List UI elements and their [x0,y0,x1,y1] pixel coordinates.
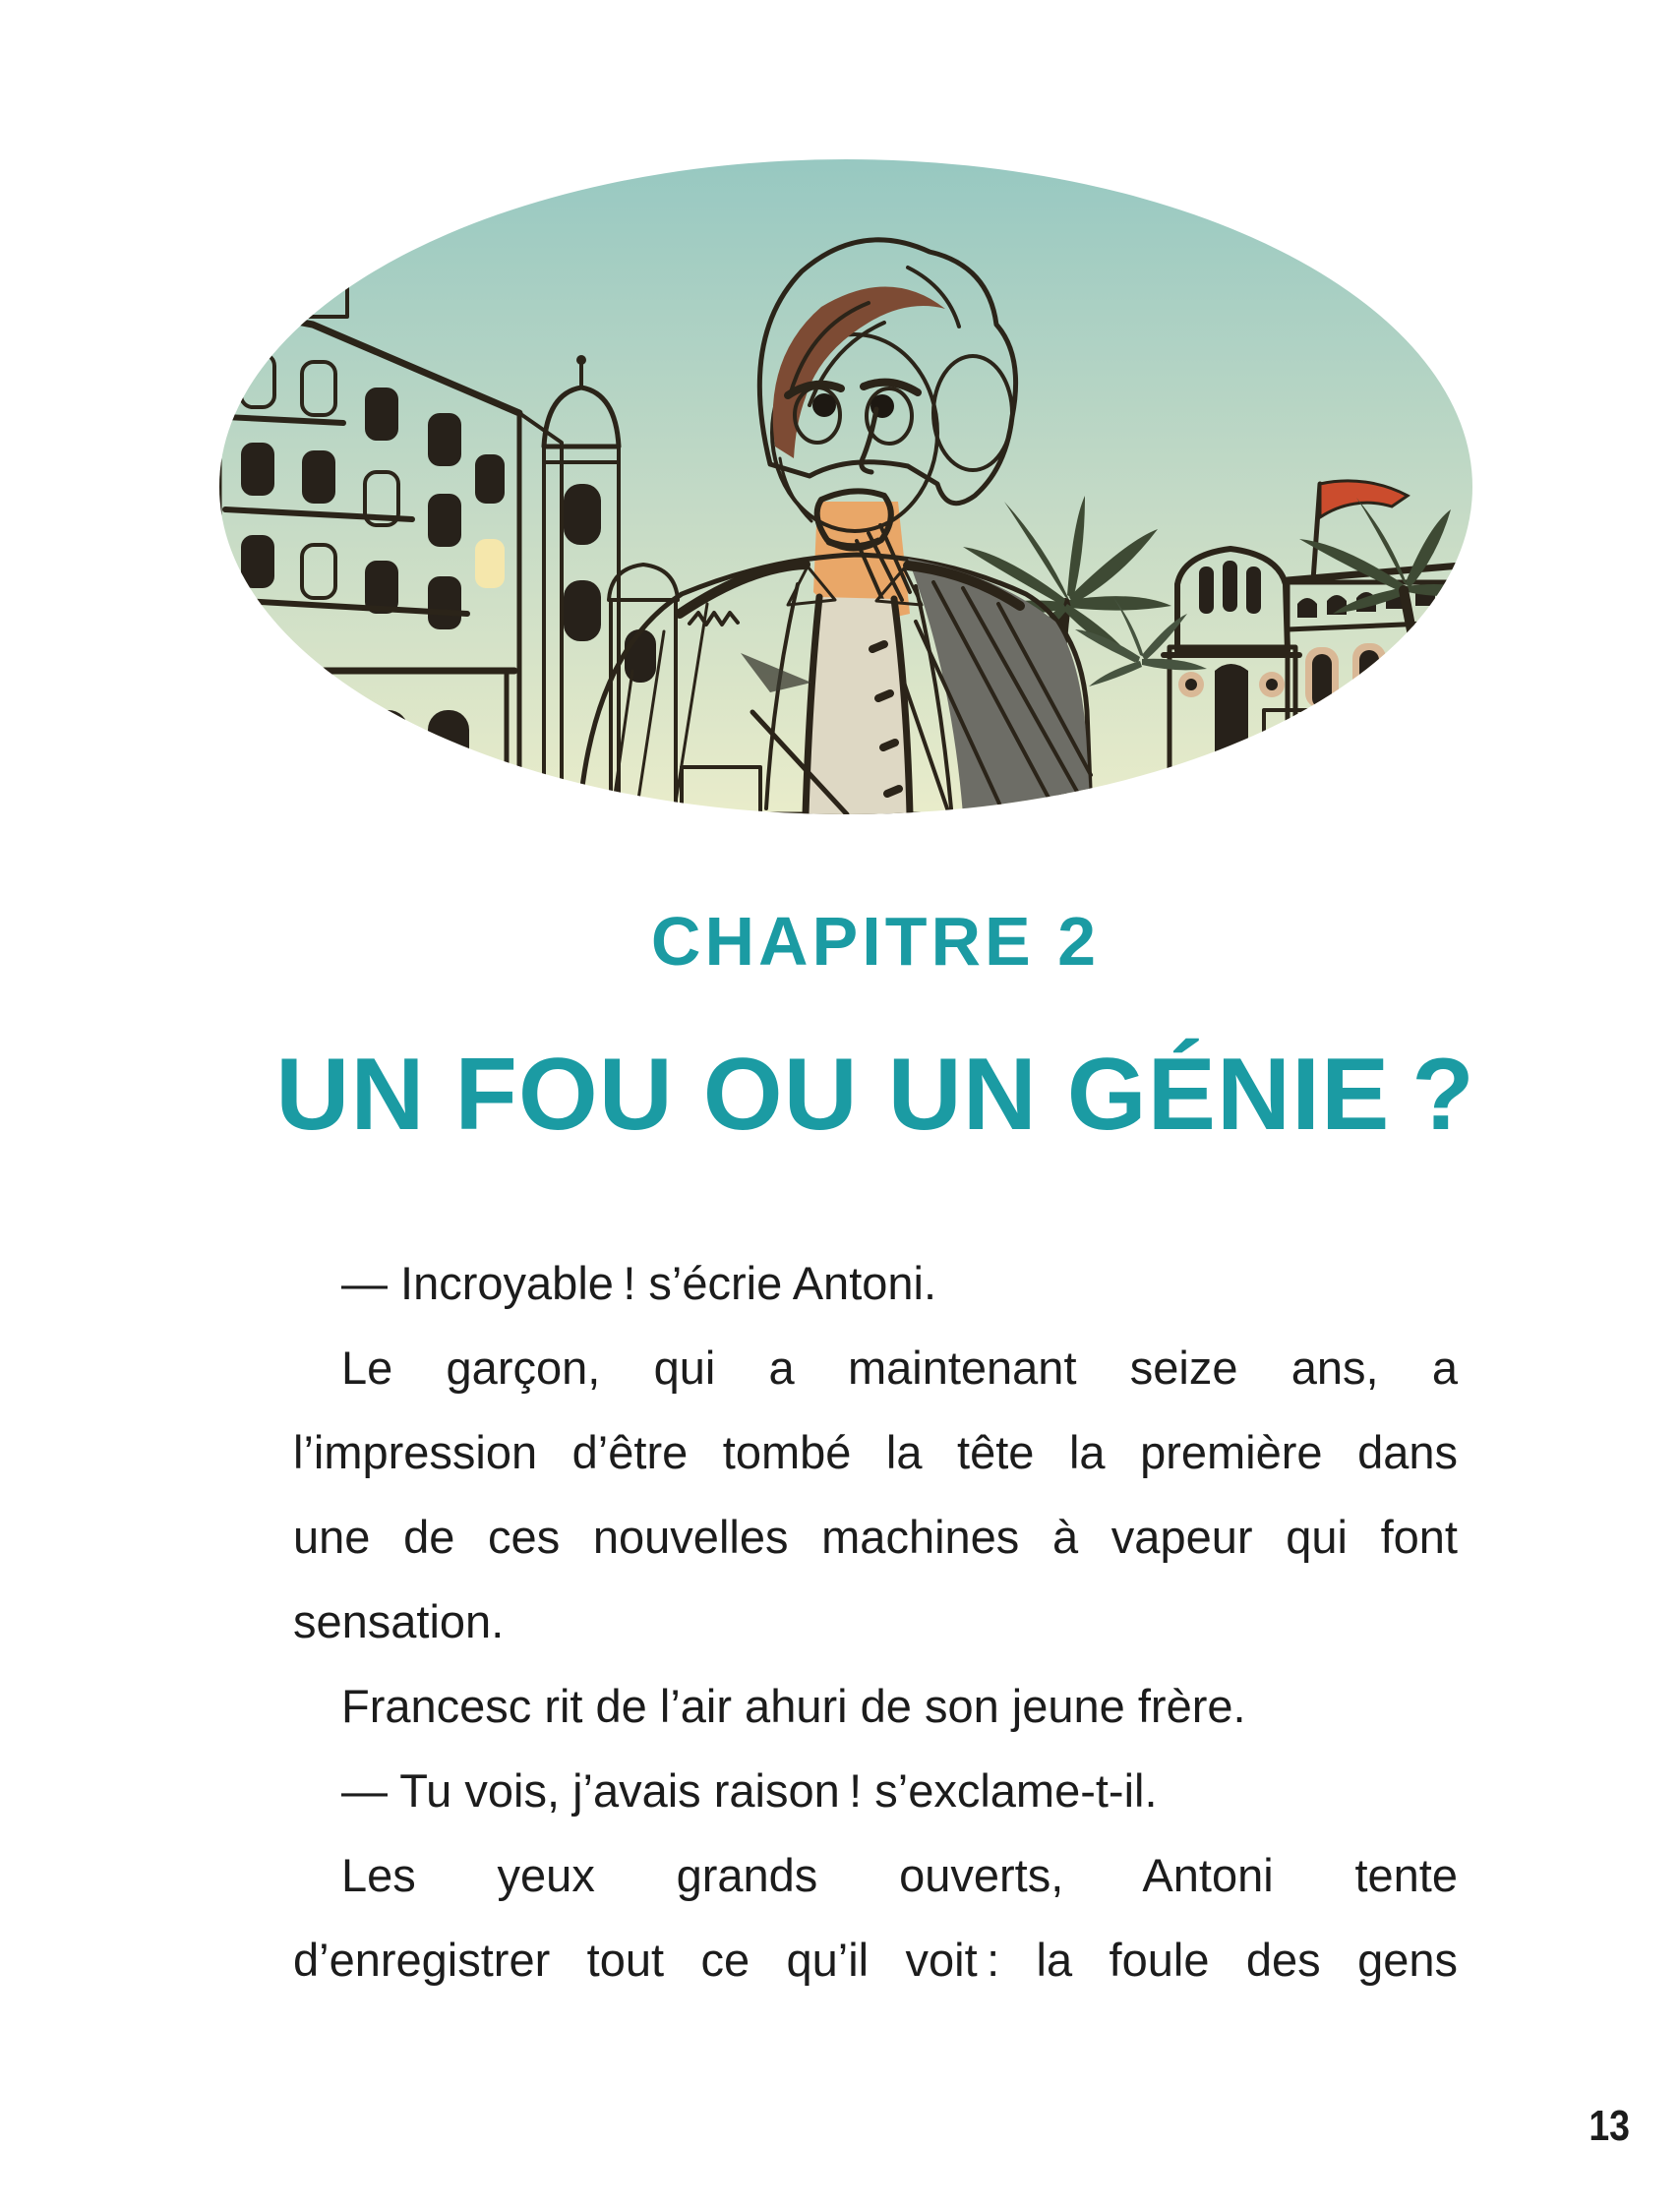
body-line: Les yeux grands ouverts, Antoni tente [341,1849,1458,1901]
page-number: 13 [1589,2102,1630,2150]
body-line: l’impression d’être tombé la tête la première dans [293,1426,1458,1478]
body-text [293,1241,1458,2002]
body-line: — Incroyable ! s’écrie Antoni. [341,1257,937,1309]
chapter-title: UN FOU OU UN GÉNIE ? [275,1038,1475,1152]
body-line: une de ces nouvelles machines à vapeur qui font [293,1511,1458,1563]
body-line: Le garçon, qui a maintenant seize ans, a [341,1342,1458,1394]
body-line: Francesc rit de l’air ahuri de son jeune frère. [341,1680,1246,1732]
chapter-kicker: CHAPITRE 2 [650,903,1101,980]
body-line: — Tu vois, j’avais raison ! s’exclame-t-il. [341,1764,1158,1817]
chapter-illustration [219,159,1472,814]
body-line: d’enregistrer tout ce qu’il voit : la foule des gens [293,1934,1458,1986]
body-line: sensation. [293,1595,505,1647]
